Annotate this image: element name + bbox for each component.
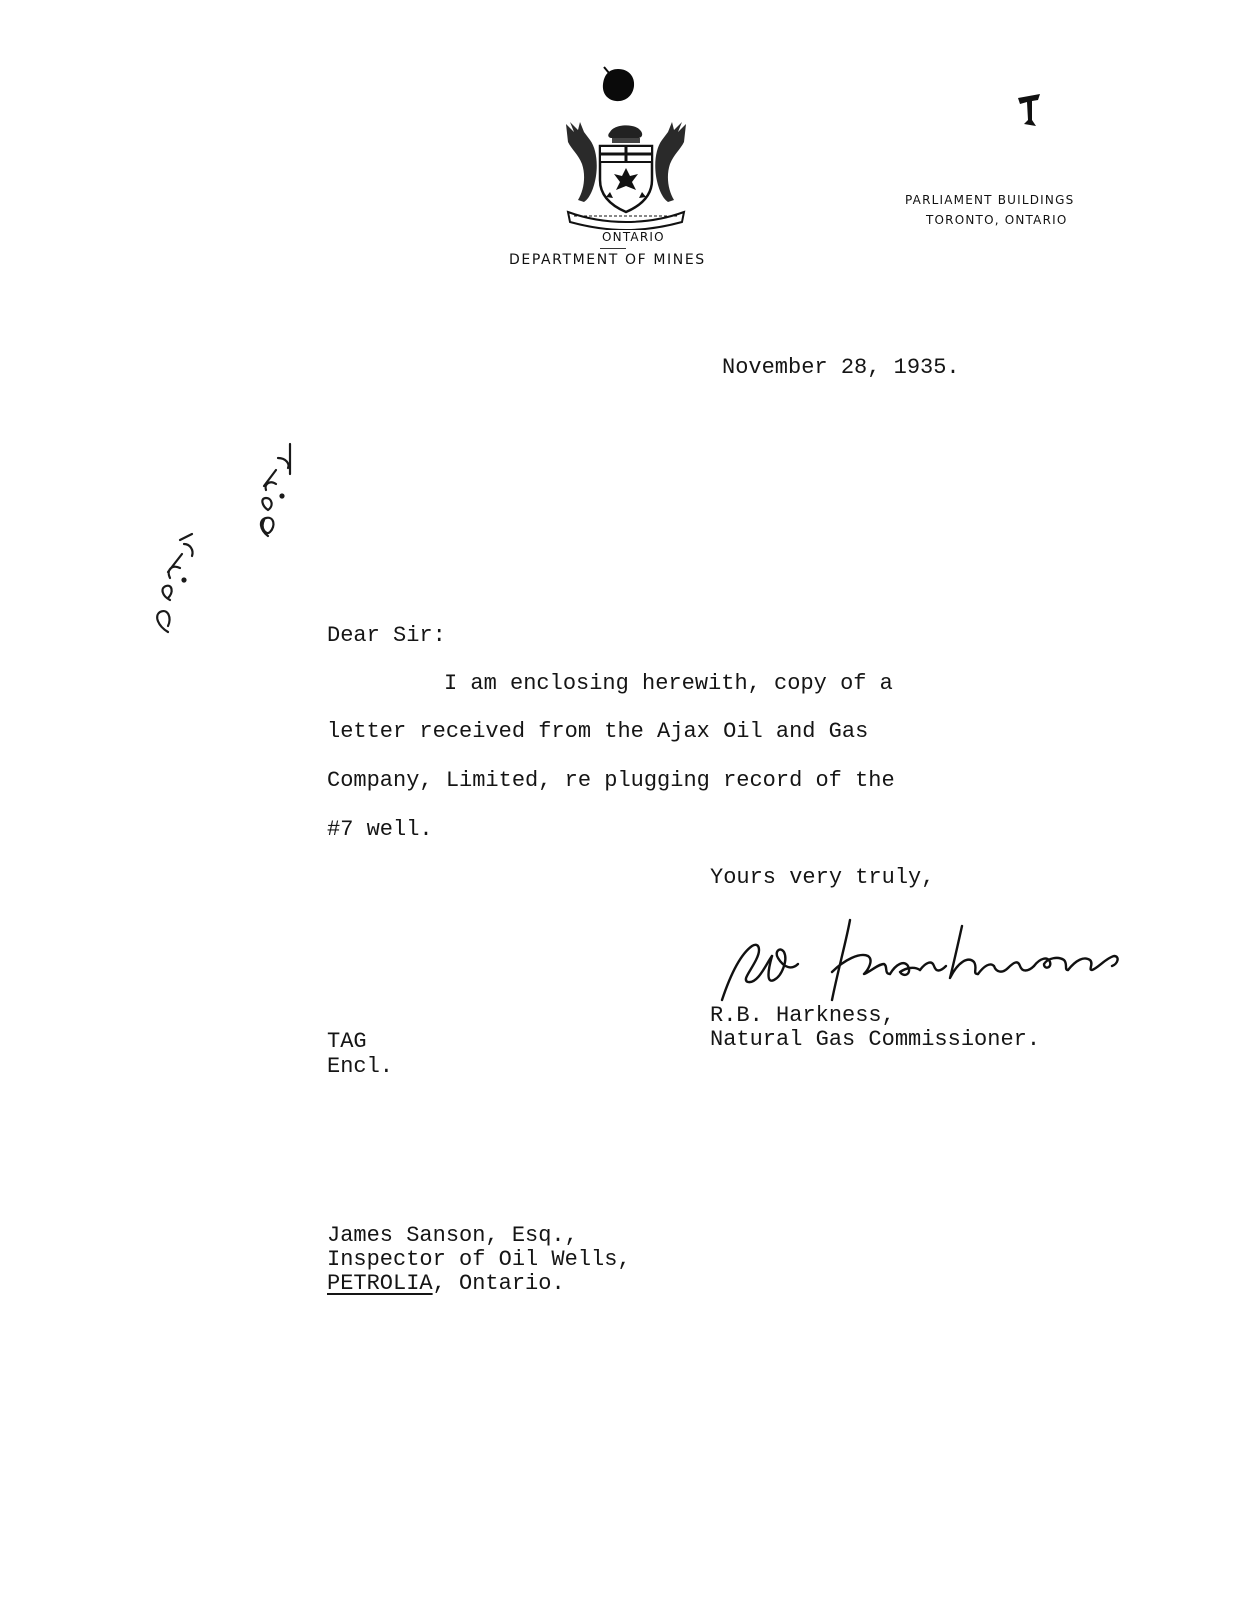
letterhead-address-line1: PARLIAMENT BUILDINGS [905, 193, 1075, 207]
letter-salutation: Dear Sir: [327, 623, 446, 648]
recipient-location [327, 1272, 565, 1296]
typist-initials: TAG [327, 1029, 367, 1054]
handwritten-margin-note [140, 440, 300, 650]
letter-body-line: I am enclosing herewith, copy of a [444, 671, 893, 696]
ink-blot [598, 65, 638, 105]
letter-body-line: #7 well. [327, 817, 433, 842]
letter-body-line: letter received from the Ajax Oil and Gas [327, 719, 869, 744]
letterhead-department: DEPARTMENT OF MINES [509, 252, 706, 268]
letterhead-address-line2: TORONTO, ONTARIO [926, 213, 1068, 227]
signer-name: R.B. Harkness, [710, 1003, 895, 1028]
letter-closing: Yours very truly, [710, 865, 935, 890]
letterhead-divider [600, 248, 626, 249]
letter-date: November 28, 1935. [722, 355, 960, 380]
enclosure-note: Encl. [327, 1054, 394, 1079]
recipient-city: PETROLIA [327, 1271, 433, 1296]
letter-body-line: Company, Limited, re plugging record of the [327, 768, 895, 793]
handwritten-signature [718, 912, 1150, 1016]
recipient-province: , Ontario. [432, 1271, 565, 1296]
recipient-title: Inspector of Oil Wells, [327, 1247, 631, 1272]
letterhead-province: ONTARIO [602, 230, 665, 244]
corner-mark [1010, 88, 1048, 134]
recipient-name: James Sanson, Esq., [327, 1223, 578, 1248]
signer-title: Natural Gas Commissioner. [710, 1027, 1041, 1052]
coat-of-arms-emblem [560, 118, 692, 230]
